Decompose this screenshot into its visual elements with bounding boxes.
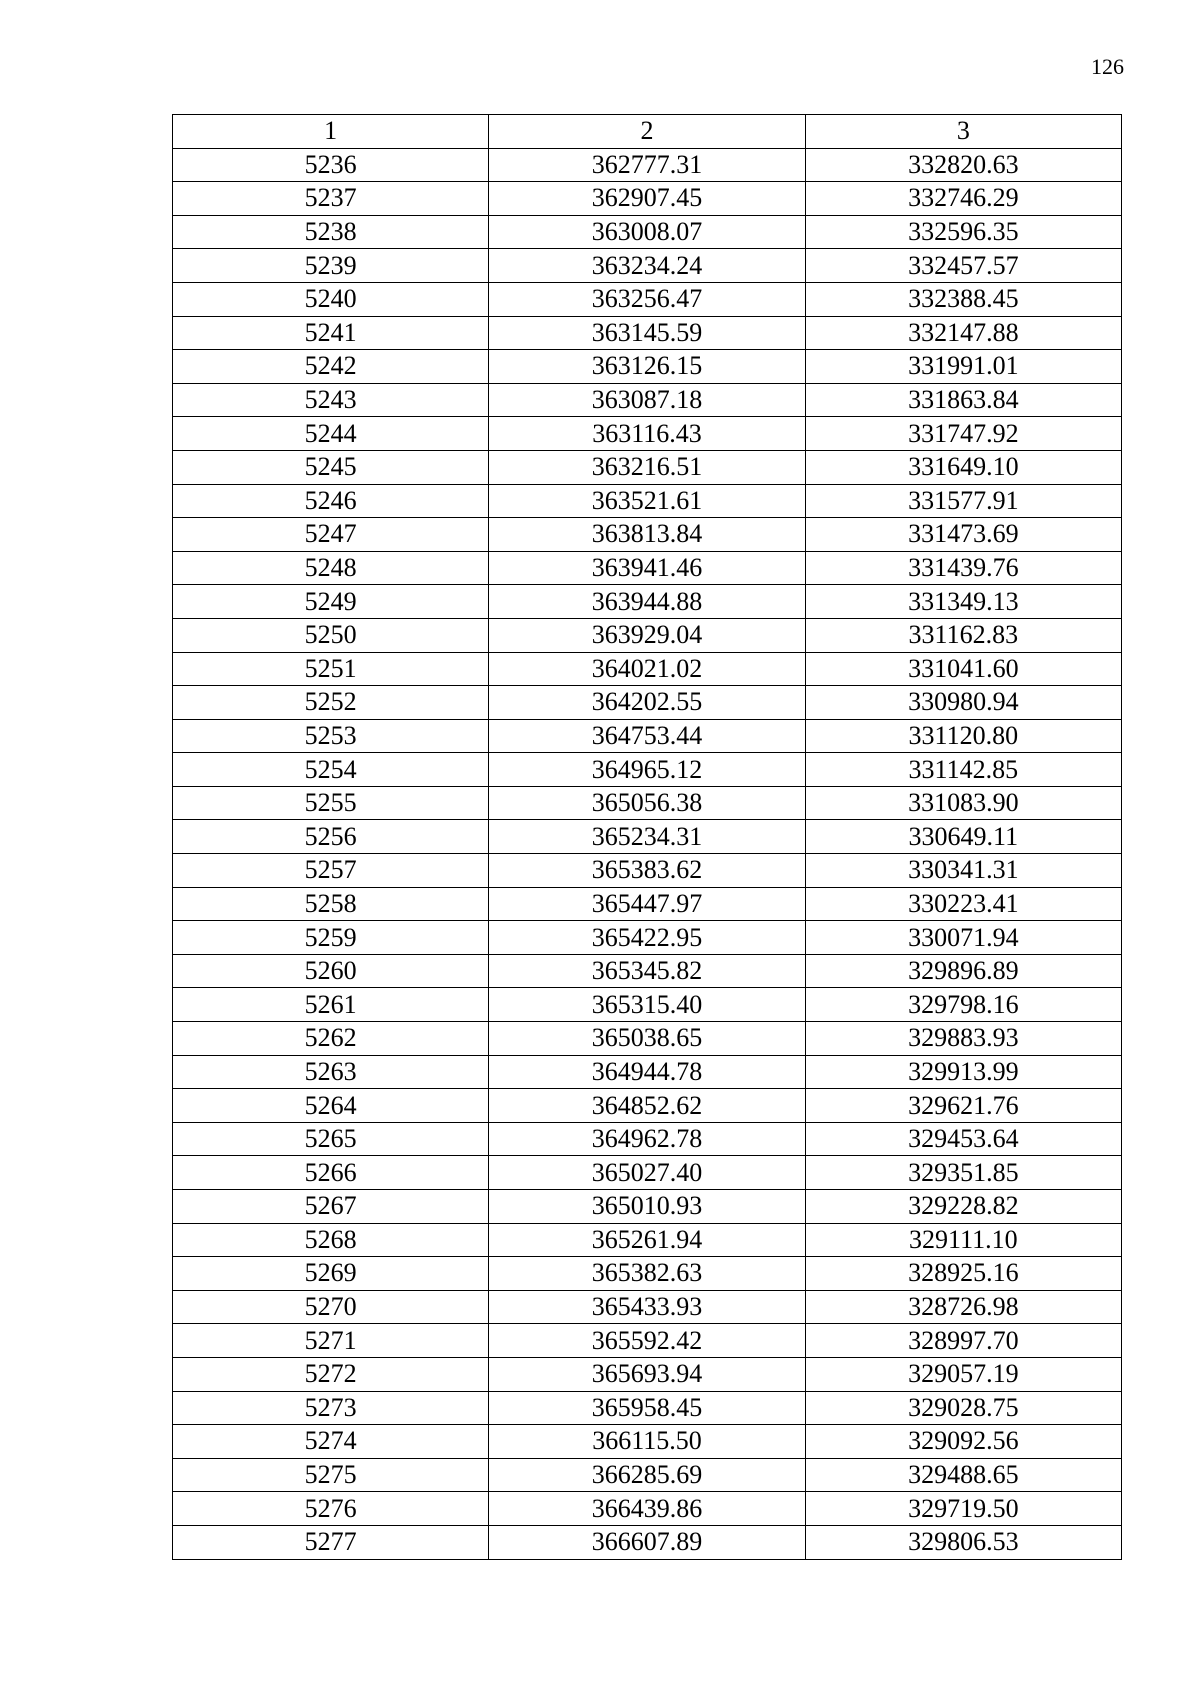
point-number-cell: 5272 [173,1357,489,1391]
y-coordinate-cell: 331991.01 [805,350,1121,384]
table-row [173,887,1122,921]
point-number-cell: 5269 [173,1257,489,1291]
table-body [173,148,1122,1559]
x-coordinate-cell: 364944.78 [489,1055,805,1089]
y-coordinate-cell: 331083.90 [805,786,1121,820]
point-number-cell: 5266 [173,1156,489,1190]
x-coordinate-cell: 365447.97 [489,887,805,921]
table-row [173,719,1122,753]
x-coordinate-cell: 366607.89 [489,1525,805,1559]
point-number-cell: 5237 [173,182,489,216]
point-number-cell: 5265 [173,1122,489,1156]
table-row [173,585,1122,619]
y-coordinate-cell: 332457.57 [805,249,1121,283]
table-row [173,820,1122,854]
table-row [173,1190,1122,1224]
y-coordinate-cell: 332147.88 [805,316,1121,350]
y-coordinate-cell: 330649.11 [805,820,1121,854]
point-number-cell: 5248 [173,551,489,585]
x-coordinate-cell: 363116.43 [489,417,805,451]
column-header: 2 [489,115,805,149]
x-coordinate-cell: 365056.38 [489,786,805,820]
page-number: 126 [1091,54,1124,79]
point-number-cell: 5273 [173,1391,489,1425]
y-coordinate-cell: 332820.63 [805,148,1121,182]
table-row [173,1122,1122,1156]
y-coordinate-cell: 331142.85 [805,753,1121,787]
table-row [173,1391,1122,1425]
table-row [173,249,1122,283]
y-coordinate-cell: 329057.19 [805,1357,1121,1391]
table-row [173,148,1122,182]
y-coordinate-cell: 331473.69 [805,518,1121,552]
table-row [173,551,1122,585]
table-row [173,1022,1122,1056]
y-coordinate-cell: 331649.10 [805,450,1121,484]
table-row [173,282,1122,316]
y-coordinate-cell: 328997.70 [805,1324,1121,1358]
y-coordinate-cell: 329883.93 [805,1022,1121,1056]
x-coordinate-cell: 365010.93 [489,1190,805,1224]
table-row [173,350,1122,384]
y-coordinate-cell: 332388.45 [805,282,1121,316]
y-coordinate-cell: 329228.82 [805,1190,1121,1224]
y-coordinate-cell: 332746.29 [805,182,1121,216]
y-coordinate-cell: 331162.83 [805,618,1121,652]
table-row [173,1324,1122,1358]
point-number-cell: 5258 [173,887,489,921]
table-row [173,1156,1122,1190]
point-number-cell: 5267 [173,1190,489,1224]
x-coordinate-cell: 365234.31 [489,820,805,854]
point-number-cell: 5268 [173,1223,489,1257]
table-row [173,1257,1122,1291]
point-number-cell: 5271 [173,1324,489,1358]
y-coordinate-cell: 329111.10 [805,1223,1121,1257]
x-coordinate-cell: 365433.93 [489,1290,805,1324]
point-number-cell: 5245 [173,450,489,484]
point-number-cell: 5264 [173,1089,489,1123]
x-coordinate-cell: 364962.78 [489,1122,805,1156]
y-coordinate-cell: 329028.75 [805,1391,1121,1425]
table-row [173,786,1122,820]
point-number-cell: 5251 [173,652,489,686]
y-coordinate-cell: 329453.64 [805,1122,1121,1156]
x-coordinate-cell: 365027.40 [489,1156,805,1190]
point-number-cell: 5253 [173,719,489,753]
y-coordinate-cell: 330223.41 [805,887,1121,921]
table-row [173,1089,1122,1123]
table-row [173,1525,1122,1559]
x-coordinate-cell: 365383.62 [489,854,805,888]
x-coordinate-cell: 363941.46 [489,551,805,585]
x-coordinate-cell: 364852.62 [489,1089,805,1123]
point-number-cell: 5255 [173,786,489,820]
y-coordinate-cell: 329798.16 [805,988,1121,1022]
point-number-cell: 5277 [173,1525,489,1559]
x-coordinate-cell: 363256.47 [489,282,805,316]
table-header-row [173,115,1122,149]
x-coordinate-cell: 363944.88 [489,585,805,619]
y-coordinate-cell: 330341.31 [805,854,1121,888]
point-number-cell: 5236 [173,148,489,182]
point-number-cell: 5259 [173,921,489,955]
point-number-cell: 5250 [173,618,489,652]
table-row [173,383,1122,417]
y-coordinate-cell: 331577.91 [805,484,1121,518]
table-row [173,316,1122,350]
table-row [173,753,1122,787]
table-row [173,484,1122,518]
x-coordinate-cell: 363929.04 [489,618,805,652]
point-number-cell: 5249 [173,585,489,619]
y-coordinate-cell: 331349.13 [805,585,1121,619]
x-coordinate-cell: 365261.94 [489,1223,805,1257]
point-number-cell: 5239 [173,249,489,283]
y-coordinate-cell: 329621.76 [805,1089,1121,1123]
x-coordinate-cell: 363126.15 [489,350,805,384]
point-number-cell: 5254 [173,753,489,787]
x-coordinate-cell: 362907.45 [489,182,805,216]
x-coordinate-cell: 364021.02 [489,652,805,686]
table-row [173,1290,1122,1324]
point-number-cell: 5263 [173,1055,489,1089]
y-coordinate-cell: 329913.99 [805,1055,1121,1089]
table-row [173,1357,1122,1391]
table-row [173,182,1122,216]
point-number-cell: 5241 [173,316,489,350]
column-header: 3 [805,115,1121,149]
y-coordinate-cell: 331863.84 [805,383,1121,417]
x-coordinate-cell: 365345.82 [489,954,805,988]
table-row [173,215,1122,249]
y-coordinate-cell: 329719.50 [805,1492,1121,1526]
x-coordinate-cell: 363813.84 [489,518,805,552]
x-coordinate-cell: 366439.86 [489,1492,805,1526]
column-header: 1 [173,115,489,149]
x-coordinate-cell: 366115.50 [489,1425,805,1459]
y-coordinate-cell: 329806.53 [805,1525,1121,1559]
y-coordinate-cell: 331120.80 [805,719,1121,753]
table-row [173,450,1122,484]
x-coordinate-cell: 364965.12 [489,753,805,787]
point-number-cell: 5256 [173,820,489,854]
point-number-cell: 5257 [173,854,489,888]
table-row [173,417,1122,451]
table-row [173,1458,1122,1492]
point-number-cell: 5274 [173,1425,489,1459]
x-coordinate-cell: 365038.65 [489,1022,805,1056]
y-coordinate-cell: 328925.16 [805,1257,1121,1291]
y-coordinate-cell: 328726.98 [805,1290,1121,1324]
point-number-cell: 5261 [173,988,489,1022]
x-coordinate-cell: 363234.24 [489,249,805,283]
point-number-cell: 5262 [173,1022,489,1056]
y-coordinate-cell: 331041.60 [805,652,1121,686]
table-row [173,652,1122,686]
y-coordinate-cell: 331747.92 [805,417,1121,451]
y-coordinate-cell: 329092.56 [805,1425,1121,1459]
table-row [173,988,1122,1022]
x-coordinate-cell: 364202.55 [489,686,805,720]
table-row [173,1055,1122,1089]
point-number-cell: 5270 [173,1290,489,1324]
x-coordinate-cell: 364753.44 [489,719,805,753]
x-coordinate-cell: 365422.95 [489,921,805,955]
table-row [173,1425,1122,1459]
x-coordinate-cell: 363145.59 [489,316,805,350]
point-number-cell: 5240 [173,282,489,316]
x-coordinate-cell: 365382.63 [489,1257,805,1291]
point-number-cell: 5247 [173,518,489,552]
point-number-cell: 5260 [173,954,489,988]
point-number-cell: 5243 [173,383,489,417]
x-coordinate-cell: 362777.31 [489,148,805,182]
point-number-cell: 5246 [173,484,489,518]
x-coordinate-cell: 363087.18 [489,383,805,417]
x-coordinate-cell: 363008.07 [489,215,805,249]
x-coordinate-cell: 363521.61 [489,484,805,518]
y-coordinate-cell: 331439.76 [805,551,1121,585]
x-coordinate-cell: 365592.42 [489,1324,805,1358]
point-number-cell: 5252 [173,686,489,720]
point-number-cell: 5275 [173,1458,489,1492]
y-coordinate-cell: 330980.94 [805,686,1121,720]
point-number-cell: 5244 [173,417,489,451]
table-row [173,1223,1122,1257]
y-coordinate-cell: 332596.35 [805,215,1121,249]
table-row [173,854,1122,888]
y-coordinate-cell: 329488.65 [805,1458,1121,1492]
y-coordinate-cell: 330071.94 [805,921,1121,955]
point-number-cell: 5242 [173,350,489,384]
coordinates-table [172,114,1122,1560]
table-row [173,618,1122,652]
point-number-cell: 5276 [173,1492,489,1526]
point-number-cell: 5238 [173,215,489,249]
x-coordinate-cell: 365315.40 [489,988,805,1022]
y-coordinate-cell: 329896.89 [805,954,1121,988]
table-row [173,921,1122,955]
table-row [173,686,1122,720]
table-row [173,954,1122,988]
table-row [173,1492,1122,1526]
x-coordinate-cell: 365958.45 [489,1391,805,1425]
x-coordinate-cell: 366285.69 [489,1458,805,1492]
x-coordinate-cell: 363216.51 [489,450,805,484]
x-coordinate-cell: 365693.94 [489,1357,805,1391]
table-row [173,518,1122,552]
y-coordinate-cell: 329351.85 [805,1156,1121,1190]
